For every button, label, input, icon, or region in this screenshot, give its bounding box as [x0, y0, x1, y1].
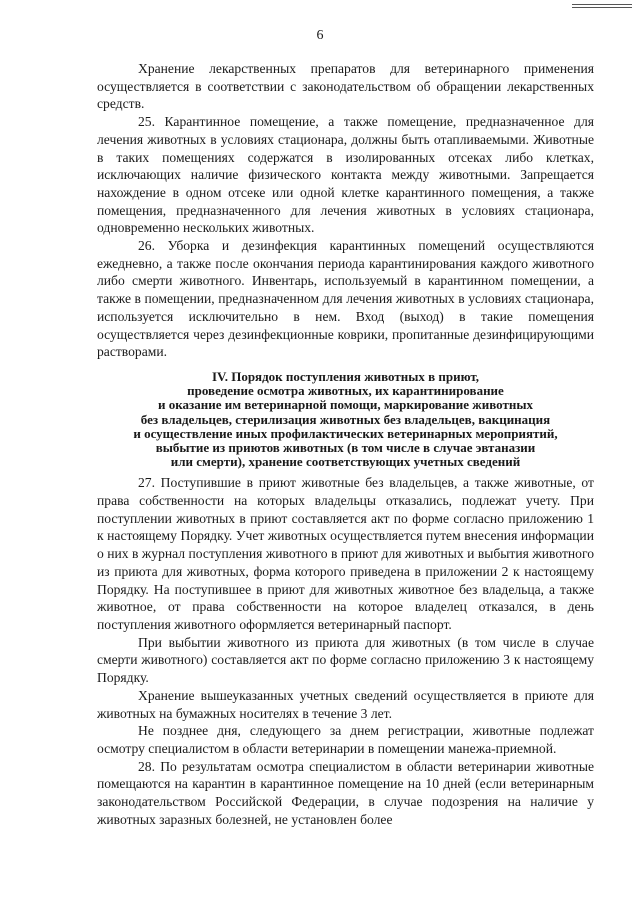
page-number: 6	[316, 28, 324, 43]
paragraph-records-storage: Хранение вышеуказанных учетных сведений осуществляется в приюте для животных на бумажных носителях в течение 3 лет.	[97, 687, 594, 721]
heading-line: и оказание им ветеринарной помощи, маркирование животных	[158, 397, 533, 413]
heading-line: IV. Порядок поступления животных в приют,	[211, 368, 480, 384]
paragraph-departure-act: При выбытии животного из приюта для животных (в том числе в случае смерти животного) составляется акт по форме согласно приложению 3 к настоящему Порядку.	[97, 634, 594, 686]
heading-line: проведение осмотра животных, их карантинирование	[187, 383, 504, 399]
paragraph-medicines-storage: Хранение лекарственных препаратов для ветеринарного применения осуществляется в соответствии с законодательством об обращении лекарственных средств.	[97, 61, 594, 112]
heading-line: или смерти), хранение соответствующих учетных сведений	[170, 454, 521, 470]
heading-line: без владельцев, стерилизация животных без владельцев, вакцинация	[140, 411, 551, 427]
paragraph-examination-deadline: Не позднее дня, следующего за днем регистрации, животные подлежат осмотру специалистом в области ветеринарии в помещении манежа-приемной.	[97, 723, 594, 756]
paragraph-27: 27. Поступившие в приют животные без владельцев, а также животные, от права собственности на которых владельцы отказались, подлежат учету. При поступлении животных в приют составляется акт по форме согласно приложению 1 к настоящему Порядку. Учет животных осуществляется путем внесения информации о них в журнал поступления животного в приют для животных и выбытия животного из приюта для животных, форма которого приведена в приложении 2 к настоящему Порядку. На поступившее в приют для животных животное без владельца, а также животное, от права собственности на которое владелец отказался, в день поступления животного оформляется ветеринарный паспорт.	[97, 475, 594, 632]
paragraph-26: 26. Уборка и дезинфекция карантинных помещений осуществляются ежедневно, а также после окончания периода карантинирования каждого животного либо смерти животного. Инвентарь, используемый в карантинном помещении, а также в помещении, предназначенном для лечения животных в условиях стационара, используется исключительно в нем. Вход (выход) в такие помещения осуществляется через дезинфекционные коврики, пропитанные дезинфицирующими растворами.	[97, 238, 594, 360]
paragraph-25: 25. Карантинное помещение, а также помещение, предназначенное для лечения животных в условиях стационара, должны быть отапливаемыми. Животные в таких помещениях содержатся в изолированных отсеках либо клетках, исключающих наличие физического контакта между животными. Запрещается нахождение в одном отсеке или одной клетке карантинного помещения, а также помещения, предназначенного для лечения животных в условиях стационара, одновременно нескольких животных.	[97, 114, 594, 236]
section-heading-iv	[97, 370, 594, 469]
heading-line: и осуществление иных профилактических ветеринарных мероприятий,	[133, 425, 558, 441]
paragraph-28: 28. По результатам осмотра специалистом в области ветеринарии животные помещаются на карантин в карантинное помещение на 10 дней (если ветеринарным законодательством Российской Федерации, в случае подозрения на наличие у животных заразных болезней, не установлен более	[97, 758, 594, 827]
heading-line: выбытие из приютов животных (в том числе в случае эвтаназии	[155, 439, 536, 455]
corner-rule-mark	[572, 4, 632, 8]
document-body	[97, 60, 594, 828]
